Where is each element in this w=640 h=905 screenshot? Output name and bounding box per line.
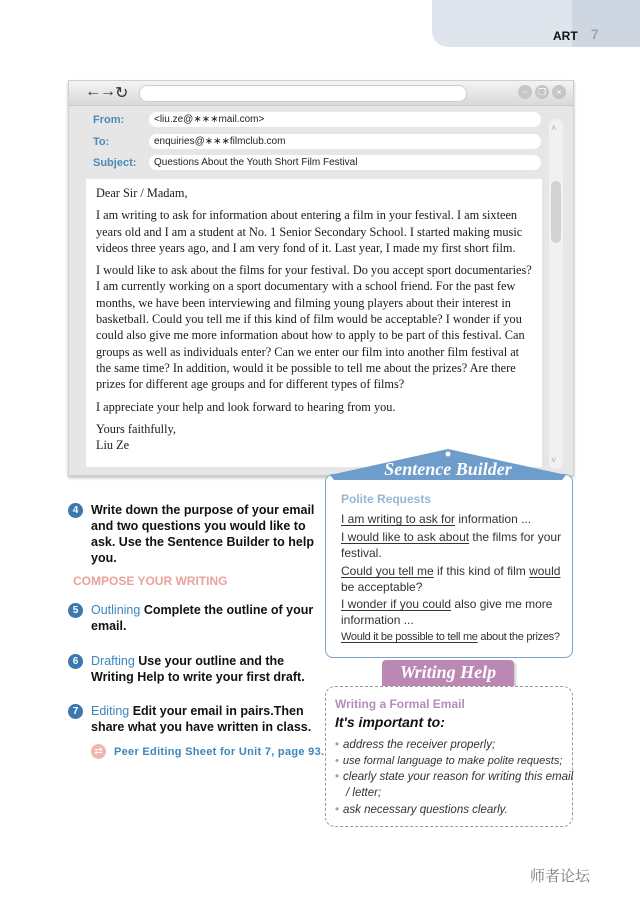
back-arrow-icon[interactable]: ← (85, 83, 101, 100)
tip-item: • address the receiver properly; (335, 739, 496, 751)
writing-help-intro: It's important to: (335, 714, 445, 730)
refresh-icon[interactable]: ↻ (115, 85, 129, 102)
to-field[interactable]: enquiries@∗∗∗filmclub.com (149, 134, 541, 149)
address-bar[interactable] (139, 85, 467, 102)
writing-help-subtitle: Writing a Formal Email (335, 697, 465, 711)
section-label: ART (553, 29, 578, 43)
task-6: 6 Drafting Use your outline and the Writing Help to write your first draft. (68, 653, 323, 685)
unit-number: 7 (591, 26, 599, 42)
scroll-down-icon[interactable]: ˅ (551, 455, 557, 465)
paragraph-2: I would like to ask about the films for your festival. Do you accept sport documentaries? I am currently working on a sport documentary with a school friend. For the past few months, we have been interviewing and filming young players about their interest in basketball. Could you tell me if this kind of film would be acceptable? I wonder if you could also give me more information about how to apply to be part of this festival. Can groups as well as individuals enter? Can we enter our film into another film festival at the same time? In addition, would it be possible to tell me about the prizes? Are there prizes for different age groups and for different types of films? (96, 263, 532, 392)
phrase-item: I wonder if you could also give me more information ... (341, 597, 553, 627)
from-field[interactable]: <liu.ze@∗∗∗mail.com> (149, 112, 541, 127)
writing-help-title: Writing Help (399, 662, 497, 682)
phrase-item: I am writing to ask for information ... (341, 512, 532, 526)
minimize-icon[interactable]: − (518, 85, 532, 99)
tip-item: • clearly state your reason for writing this email / letter; (335, 771, 574, 799)
tip-item: • ask necessary questions clearly. (335, 804, 508, 816)
forward-arrow-icon[interactable]: → (100, 83, 116, 100)
restore-icon[interactable]: ❐ (535, 85, 549, 99)
number-badge: 6 (68, 654, 83, 669)
sentence-builder-subtitle: Polite Requests (341, 492, 432, 506)
closing: Yours faithfully, (96, 421, 176, 436)
subject-field[interactable]: Questions About the Youth Short Film Festival (149, 155, 541, 170)
signature: Liu Ze (96, 438, 130, 453)
from-label: From: (93, 114, 125, 126)
peer-editing-link[interactable]: Peer Editing Sheet for Unit 7, page 93. (114, 746, 325, 758)
watermark: 师者论坛 (530, 868, 591, 885)
scroll-up-icon[interactable]: ˄ (551, 123, 557, 133)
title-bar (69, 81, 573, 106)
tip-item: • use formal language to make polite requests; (335, 755, 563, 767)
number-badge: 7 (68, 704, 83, 719)
phrase-item: I would like to ask about the films for your festival. (341, 530, 562, 560)
email-body[interactable] (86, 179, 542, 467)
number-badge: 4 (68, 503, 83, 518)
number-badge: 5 (68, 603, 83, 618)
letter-text (96, 185, 536, 453)
task-7: 7 Editing Edit your email in pairs.Then share what you have written in class. (68, 703, 323, 735)
scrollbar-track[interactable] (549, 119, 563, 469)
email-window (68, 80, 574, 476)
compose-heading: COMPOSE YOUR WRITING (73, 574, 228, 588)
paragraph-1: I am writing to ask for information about entering a film in your festival. I am sixteen years old and I am a student at No. 1 Senior Secondary School. I started making music videos three years ago, and I am very fond of it. Last year, I made my first short film. (96, 208, 523, 255)
greeting: Dear Sir / Madam, (96, 186, 188, 200)
phrase-item: Would it be possible to tell me about the prizes? (341, 631, 560, 643)
sentence-builder-title: Sentence Builder (384, 459, 512, 479)
to-label: To: (93, 136, 110, 148)
peer-editing-icon: ⇄ (91, 744, 106, 759)
task-5: 5 Outlining Complete the outline of your email. (68, 602, 323, 634)
scrollbar-thumb[interactable] (551, 181, 561, 243)
task-4: 4 Write down the purpose of your email and two questions you would like to ask. Use the Sentence Builder to help you. (68, 502, 323, 566)
close-icon[interactable]: × (552, 85, 566, 99)
paragraph-3: I appreciate your help and look forward to hearing from you. (96, 399, 396, 414)
header-tab (432, 0, 640, 47)
subject-label: Subject: (93, 157, 137, 169)
phrase-item: Could you tell me if this kind of film would be acceptable? (341, 564, 561, 594)
header-tab-accent (572, 0, 640, 47)
